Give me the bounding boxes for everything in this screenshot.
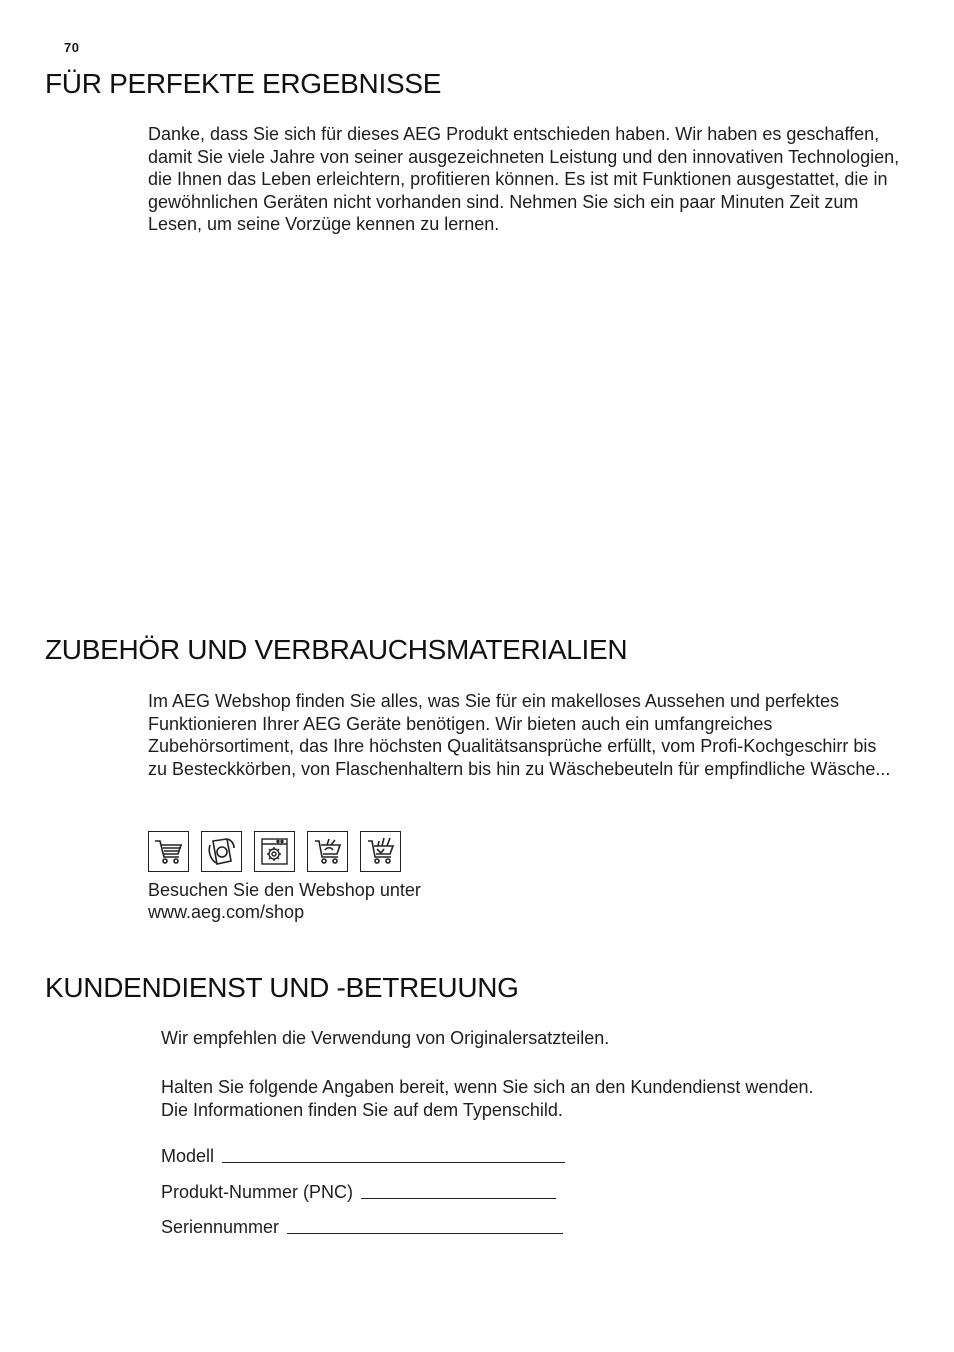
webshop-link[interactable]: www.aeg.com/shop bbox=[148, 902, 305, 922]
field-pnc[interactable] bbox=[161, 1182, 556, 1203]
accessories-paragraph: Im AEG Webshop finden Sie alles, was Sie für ein makelloses Aussehen und perfektes Funktionieren Ihrer AEG Geräte benötigen. Wir bieten auch ein umfangreiches Zubehörsortiment, das Ihre höchsten Qualitätsansprüche erfüllt, vom Profi-Kochgeschirr bis zu Besteckkörben, von Flaschenhaltern bis hin zu Wäschebeuteln für empfindliche Wäsche... bbox=[148, 691, 891, 779]
section-title-service: KUNDENDIENST UND -BETREUUNG bbox=[45, 972, 519, 1003]
section-title-accessories: ZUBEHÖR UND VERBRAUCHSMATERIALIEN bbox=[45, 634, 628, 665]
field-serial-label: Seriennummer bbox=[161, 1217, 280, 1237]
shopping-cart-icon bbox=[148, 831, 189, 872]
field-serial-line[interactable] bbox=[287, 1232, 563, 1234]
field-pnc-line[interactable] bbox=[361, 1197, 556, 1199]
webshop-text: Besuchen Sie den Webshop unter bbox=[148, 880, 421, 900]
field-pnc-label: Produkt-Nummer (PNC) bbox=[161, 1182, 354, 1202]
field-serial[interactable] bbox=[161, 1217, 563, 1238]
service-paragraph-2: Halten Sie folgende Angaben bereit, wenn Sie sich an den Kundendienst wenden. Die Informationen finden Sie auf dem Typenschild. bbox=[161, 1077, 814, 1120]
service-paragraph-1: Wir empfehlen die Verwendung von Originalersatzteilen. bbox=[161, 1028, 610, 1048]
page-number: 70 bbox=[64, 40, 80, 55]
field-model[interactable] bbox=[161, 1146, 565, 1167]
accessory-icon-row bbox=[148, 831, 401, 872]
cart-cutlery-icon bbox=[360, 831, 401, 872]
field-model-label: Modell bbox=[161, 1146, 215, 1166]
oven-gear-icon bbox=[254, 831, 295, 872]
washing-machine-icon bbox=[201, 831, 242, 872]
cart-bottles-icon bbox=[307, 831, 348, 872]
results-paragraph: Danke, dass Sie sich für dieses AEG Produkt entschieden haben. Wir haben es geschaffen, damit Sie viele Jahre von seiner ausgezeichneten Leistung und den innovativen Technologien, die Ihnen das Leben erleichtern, profitieren können. Es ist mit Funktionen ausgestattet, die in gewöhnlichen Geräten nicht vorhanden sind. Nehmen Sie sich ein paar Minuten Zeit zum Lesen, um seine Vorzüge kennen zu lernen. bbox=[148, 124, 900, 235]
section-title-results: FÜR PERFEKTE ERGEBNISSE bbox=[45, 68, 442, 99]
field-model-line[interactable] bbox=[222, 1161, 565, 1163]
